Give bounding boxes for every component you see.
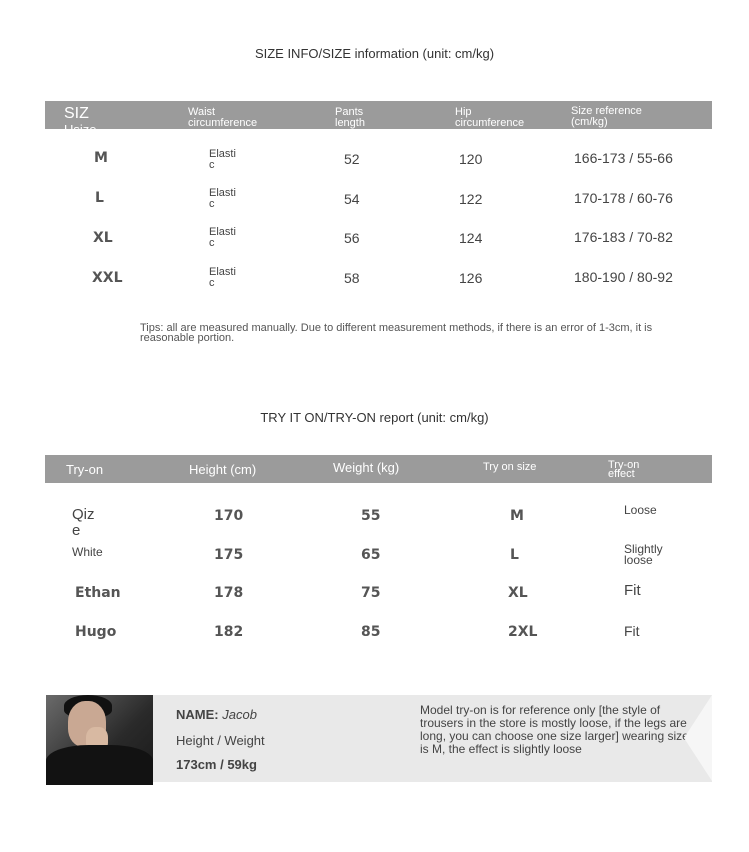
pants-cell: 54 (344, 191, 360, 207)
model-height-weight-value: 173cm / 59kg (176, 757, 257, 772)
size-info-title: SIZE INFO/SIZE information (unit: cm/kg) (254, 46, 495, 61)
size-cell: XL (93, 230, 113, 246)
header-size-reference: Size reference (cm/kg) (571, 105, 642, 128)
model-note: Model try-on is for reference only [the style of trousers in the store is mostly loose, if the legs are long, you can choose one size larger] wearing size is M, the effect is slightly loose (420, 703, 689, 756)
header-weight: Weight (kg) (333, 460, 400, 475)
waist-cell: Elasti c (209, 226, 236, 249)
ref-cell: 180-190 / 80-92 (574, 269, 673, 285)
model-name: NAME: Jacob (176, 707, 257, 722)
measurement-tips: Tips: all are measured manually. Due to different measurement methods, if there is an error of 1-3cm, it is reasonable portion. (140, 322, 653, 344)
pants-cell: 58 (344, 270, 360, 286)
size-cell: L (95, 190, 104, 206)
try-on-table-header (45, 455, 712, 483)
tryon-height-cell: 175 (214, 547, 244, 563)
tryon-height-cell: 170 (214, 508, 244, 524)
tryon-name-cell: Qiz e (72, 506, 95, 539)
waist-cell: Elasti c (209, 266, 236, 289)
tryon-effect-cell: Fit (624, 582, 641, 599)
tryon-size-cell: 2XL (508, 624, 538, 640)
header-height: Height (cm) (189, 462, 257, 477)
tryon-name-cell: Hugo (75, 624, 117, 640)
tryon-effect-cell: Slightly loose (624, 542, 663, 567)
waist-cell: Elasti c (209, 148, 236, 171)
header-waist: Waist circumference (188, 106, 258, 129)
pants-cell: 52 (344, 151, 360, 167)
tryon-weight-cell: 75 (361, 585, 381, 601)
ref-cell: 170-178 / 60-76 (574, 190, 673, 206)
tryon-size-cell: XL (508, 585, 528, 601)
model-card (46, 695, 712, 782)
hip-cell: 124 (459, 230, 483, 246)
header-try-on: Try-on (66, 462, 104, 477)
tryon-size-cell: L (510, 547, 519, 563)
tryon-name-cell: Ethan (75, 585, 121, 601)
hip-cell: 126 (459, 270, 483, 286)
waist-cell: Elasti c (209, 187, 236, 210)
model-height-weight-label: Height / Weight (176, 733, 265, 748)
header-size: SIZ Usize (64, 105, 97, 137)
header-pants-length: Pants length (335, 106, 365, 129)
tryon-weight-cell: 85 (361, 624, 381, 640)
header-try-on-effect: Try-on effect (608, 459, 640, 480)
ref-cell: 176-183 / 70-82 (574, 229, 673, 245)
hip-cell: 120 (459, 151, 483, 167)
tryon-name-cell: White (72, 545, 103, 559)
size-table-header (45, 101, 712, 137)
tryon-weight-cell: 55 (361, 508, 381, 524)
hip-cell: 122 (459, 191, 483, 207)
tryon-height-cell: 178 (214, 585, 244, 601)
header-try-on-size: Try on size (483, 461, 537, 473)
tryon-effect-cell: Fit (624, 623, 640, 639)
try-on-title: TRY IT ON/TRY-ON report (unit: cm/kg) (260, 410, 489, 425)
tryon-effect-cell: Loose (624, 503, 657, 517)
size-cell: XXL (92, 270, 123, 286)
header-hip: Hip circumference (455, 106, 525, 129)
tryon-size-cell: M (510, 508, 524, 524)
pants-cell: 56 (344, 230, 360, 246)
model-photo (46, 695, 153, 782)
size-cell: M (94, 150, 108, 166)
ref-cell: 166-173 / 55-66 (574, 150, 673, 166)
tryon-weight-cell: 65 (361, 547, 381, 563)
card-arrow-decoration (684, 695, 712, 781)
tryon-height-cell: 182 (214, 624, 244, 640)
